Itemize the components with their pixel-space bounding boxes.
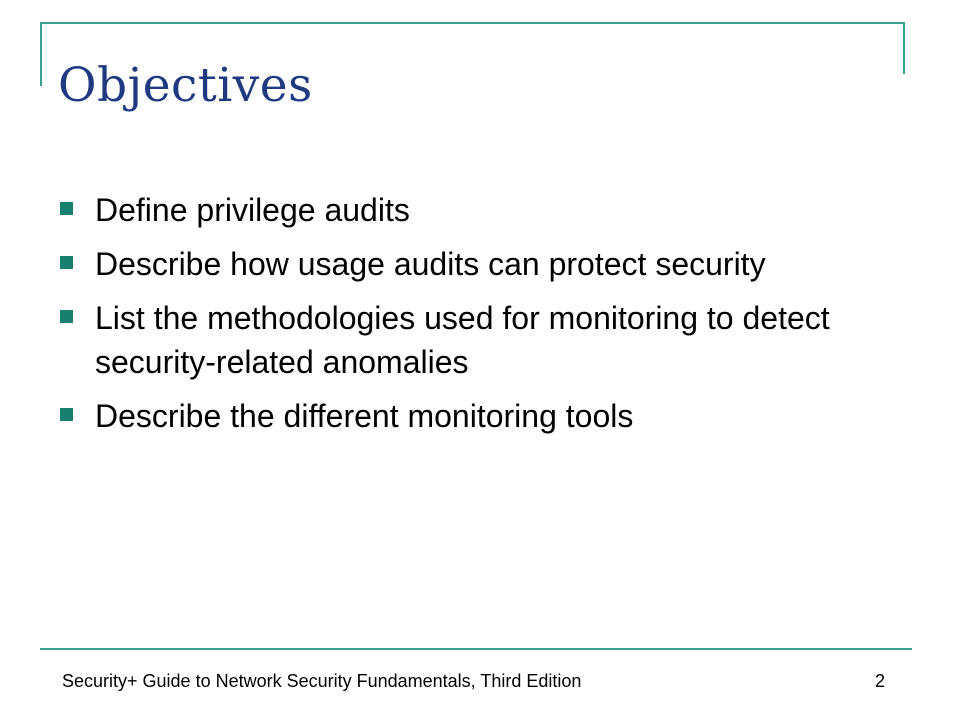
square-bullet-icon: [60, 202, 73, 215]
bullet-text: Define privilege audits: [95, 192, 410, 228]
slide-title: Objectives: [58, 58, 313, 113]
square-bullet-icon: [60, 408, 73, 421]
list-item: [60, 296, 900, 384]
bullet-text: Describe how usage audits can protect security: [95, 246, 766, 282]
bullet-text: List the methodologies used for monitoring to detect security-related anomalies: [95, 300, 830, 380]
footer-text: Security+ Guide to Network Security Fundamentals, Third Edition: [62, 671, 582, 691]
list-item: [60, 188, 900, 232]
footer-divider-line: [40, 648, 912, 650]
list-item: [60, 242, 900, 286]
left-border-line: [40, 22, 42, 86]
objectives-list: [60, 188, 900, 448]
square-bullet-icon: [60, 310, 73, 323]
right-border-line: [903, 22, 905, 74]
page-number: 2: [875, 671, 886, 691]
top-border-line: [40, 22, 905, 24]
square-bullet-icon: [60, 256, 73, 269]
list-item: [60, 394, 900, 438]
bullet-text: Describe the different monitoring tools: [95, 398, 634, 434]
